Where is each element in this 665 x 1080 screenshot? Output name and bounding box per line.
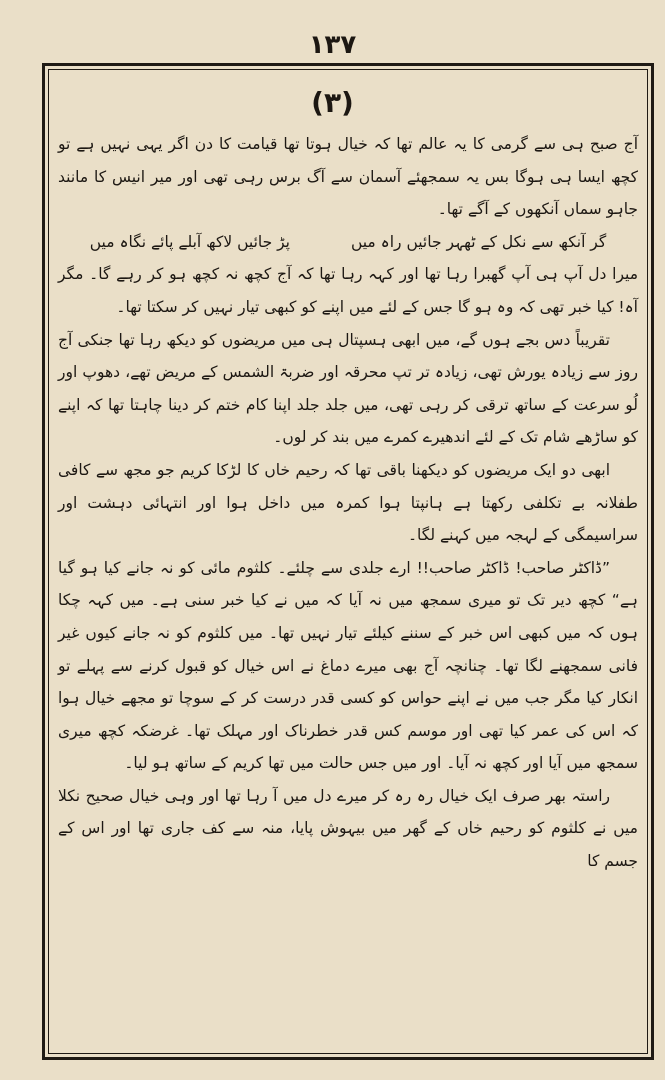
paragraph: ”ڈاکٹر صاحب! ڈاکٹر صاحب!! ارے جلدی سے چلئے۔ کلثوم مائی کو نہ جانے کیا ہو گیا ہے“ کچھ دیر تک تو میری سمجھ میں نہ آیا کہ میں نے کیا خبر سنی ہے۔ میں کہہ چکا ہوں کہ میں کبھی اس خبر کے سننے کیلئے تیار نہیں تھا۔ میں کلثوم کو نہ جانے کیوں غیر فانی سمجھنے لگا تھا۔ چنانچہ آج بھی میرے دماغ نے اس خیال کو قبول کرنے سے پہلے تو انکار کیا مگر جب میں نے اپنے حواس کو کسی قدر درست کر کے سوچا تو مجھے خیال ہوا کہ اس کی عمر کیا تھی اور موسم کس قدر خطرناک اور مہلک تھا۔ غرضکہ کچھ میری سمجھ میں آیا اور کچھ نہ آیا۔ اور میں جس حالت میں تھا کریم کے ساتھ ہو لیا۔	[58, 558, 638, 773]
verse-second-hemistich: پڑ جائیں لاکھ آبلے پائے نگاہ میں	[89, 232, 290, 251]
body-text	[58, 128, 638, 878]
verse-first-hemistich: گر آنکھ سے نکل کے ٹھہر جائیں راہ میں	[350, 232, 607, 251]
paragraph: تقریباً دس بجے ہوں گے، میں ابھی ہسپتال ہی میں مریضوں کو دیکھ رہا تھا جنکی آج روز سے زیادہ یورش تھی، زیادہ تر تپ محرقہ اور ضربۃ الشمس کے مریض تھے، دھوپ اور لُو سرعت کے ساتھ ترقی کر رہی تھی، میں جلد جلد اپنا کام ختم کر دینا چاہتا تھا کہ اپنے کو ساڑھے شام تک کے لئے اندھیرے کمرے میں بند کر لوں۔	[58, 330, 638, 447]
paragraph: راستہ بھر صرف ایک خیال رہ رہ کر میرے دل میں آ رہا تھا اور وہی خیال صحیح نکلا میں نے کلثوم کو رحیم خاں کے گھر میں بیہوش پایا، منہ سے کف جاری تھا اور اس کے جسم کا	[58, 786, 638, 871]
paragraph: ابھی دو ایک مریضوں کو دیکھنا باقی تھا کہ رحیم خاں کا لڑکا کریم جو مجھ سے کافی طفلانہ بے تکلفی رکھتا ہے ہانپتا ہوا کمرہ میں داخل ہوا اور انتہائی دہشت اور سراسیمگی کے لہجہ میں کہنے لگا۔	[58, 460, 638, 545]
verse-couplet	[58, 226, 638, 259]
paragraph: آج صبح ہی سے گرمی کا یہ عالم تھا کہ خیال ہوتا تھا قیامت کا دن اگر یہی نہیں ہے تو کچھ ایسا ہی ہوگا بس یہ سمجھئے آسمان سے آگ برس رہی تھی اور میر انیس کا مانند جاہو سماں آنکھوں کے آگے تھا۔	[58, 135, 638, 219]
paragraph: میرا دل آپ ہی آپ گھبرا رہا تھا اور کہہ رہا تھا کہ آج کچھ نہ کچھ ہو کر رہے گا۔ مگر آہ! کیا خبر تھی کہ وہ ہو گا جس کے لئے میں اپنے کو کبھی تیار نہیں کر سکتا تھا۔	[58, 265, 638, 316]
chapter-number: (۳)	[311, 86, 354, 119]
page-number: ۱۳۷	[308, 30, 357, 60]
